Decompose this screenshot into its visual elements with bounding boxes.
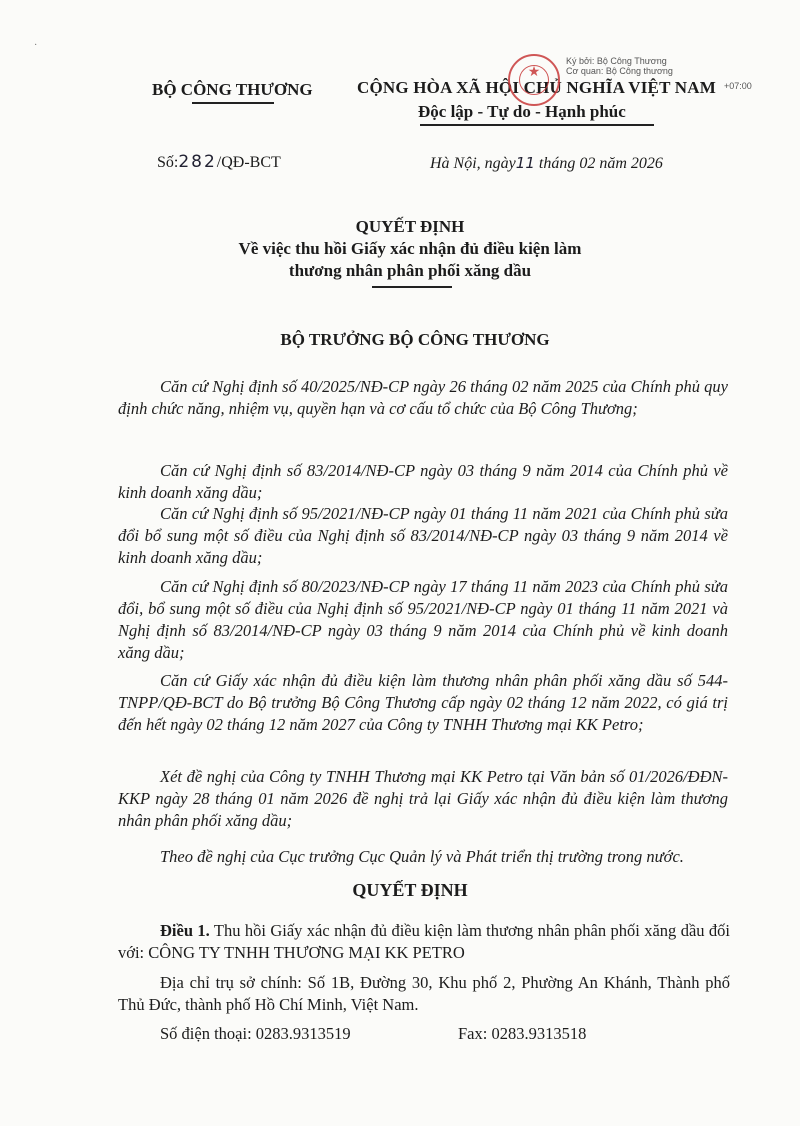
issuing-authority: BỘ TRƯỞNG BỘ CÔNG THƯƠNG <box>280 330 550 349</box>
decision-section-heading: QUYẾT ĐỊNH <box>352 880 468 900</box>
article-1-label: Điều 1. <box>160 921 210 940</box>
preamble-paragraph: Căn cứ Giấy xác nhận đủ điều kiện làm thương nhân phân phối xăng dầu số 544-TNPP/QĐ-BCT do Bộ trưởng Bộ Công Thương cấp ngày 02 tháng 12 năm 2022, có giá trị đến hết ngày 02 tháng 12 năm 2027 của Công ty TNHH Thương mại KK Petro; <box>118 671 728 734</box>
signature-signed-by: Ký bởi: Bộ Công Thương <box>566 56 667 66</box>
decision-subject-line1: Về việc thu hồi Giấy xác nhận đủ điều kiện làm <box>238 239 582 258</box>
motto-underline <box>420 124 654 126</box>
title-underline <box>372 286 452 288</box>
company-address: Địa chỉ trụ sở chính: Số 1B, Đường 30, Khu phố 2, Phường An Khánh, Thành phố Thủ Đức, thành phố Hồ Chí Minh, Việt Nam. <box>118 973 730 1014</box>
preamble-paragraph: Căn cứ Nghị định số 80/2023/NĐ-CP ngày 17 tháng 11 năm 2023 của Chính phủ sửa đổi, bổ sung một số điều của Nghị định số 95/2021/NĐ-CP ngày 01 tháng 11 năm 2021 và Nghị định số 83/2014/NĐ-CP ngày 03 tháng 9 năm 2014 của Chính phủ về kinh doanh xăng dầu; <box>118 577 728 662</box>
document-number <box>157 152 281 172</box>
doc-no-prefix: Số: <box>157 154 179 171</box>
signature-agency: Cơ quan: Bộ Công thương <box>566 66 673 76</box>
date-day-handwritten: 11 <box>515 154 535 172</box>
date-suffix: tháng 02 năm 2026 <box>534 155 663 172</box>
scan-mark: · <box>34 40 38 51</box>
preamble-paragraph: Căn cứ Nghị định số 95/2021/NĐ-CP ngày 01 tháng 11 năm 2021 của Chính phủ sửa đổi bổ sung một số điều của Nghị định số 83/2014/NĐ-CP ngày 03 tháng 9 năm 2014 về kinh doanh xăng dầu; <box>118 504 728 567</box>
preamble-paragraph: Theo đề nghị của Cục trưởng Cục Quản lý và Phát triển thị trường trong nước. <box>160 847 684 866</box>
digital-signature-info <box>566 56 673 76</box>
national-motto: Độc lập - Tự do - Hạnh phúc <box>418 102 626 121</box>
article-1-text: Thu hồi Giấy xác nhận đủ điều kiện làm thương nhân phân phối xăng dầu đối với: CÔNG TY TNHH THƯƠNG MẠI KK PETRO <box>118 921 731 962</box>
signature-timezone: +07:00 <box>724 81 752 91</box>
preamble-paragraph: Căn cứ Nghị định số 40/2025/NĐ-CP ngày 26 tháng 02 năm 2025 của Chính phủ quy định chức năng, nhiệm vụ, quyền hạn và cơ cấu tổ chức của Bộ Công Thương; <box>118 377 728 418</box>
national-title: CỘNG HÒA XÃ HỘI CHỦ NGHĨA VIỆT NAM <box>357 78 716 97</box>
company-phone: Số điện thoại: 0283.9313519 <box>160 1024 351 1043</box>
doc-no-suffix: /QĐ-BCT <box>216 154 281 171</box>
preamble-paragraph: Căn cứ Nghị định số 83/2014/NĐ-CP ngày 03 tháng 9 năm 2014 của Chính phủ về kinh doanh xăng dầu; <box>118 461 728 502</box>
preamble-paragraph: Xét đề nghị của Công ty TNHH Thương mại KK Petro tại Văn bản số 01/2026/ĐĐN-KKP ngày 28 tháng 01 năm 2026 đề nghị trả lại Giấy xác nhận đủ điều kiện làm thương nhân phân phối xăng dầu; <box>118 767 728 830</box>
decision-title <box>150 216 670 282</box>
date-prefix: Hà Nội, ngày <box>430 155 516 172</box>
decision-heading: QUYẾT ĐỊNH <box>355 217 465 236</box>
issuing-agency: BỘ CÔNG THƯƠNG <box>152 80 313 99</box>
article-1 <box>118 920 730 964</box>
seal-star-icon: ★ <box>527 65 541 80</box>
digital-signature-seal <box>508 54 560 106</box>
agency-underline <box>192 102 274 104</box>
document-date <box>430 154 663 173</box>
company-fax: Fax: 0283.9313518 <box>458 1024 587 1043</box>
decision-subject-line2: thương nhân phân phối xăng dầu <box>288 261 532 280</box>
doc-no-handwritten: 282 <box>178 152 217 172</box>
